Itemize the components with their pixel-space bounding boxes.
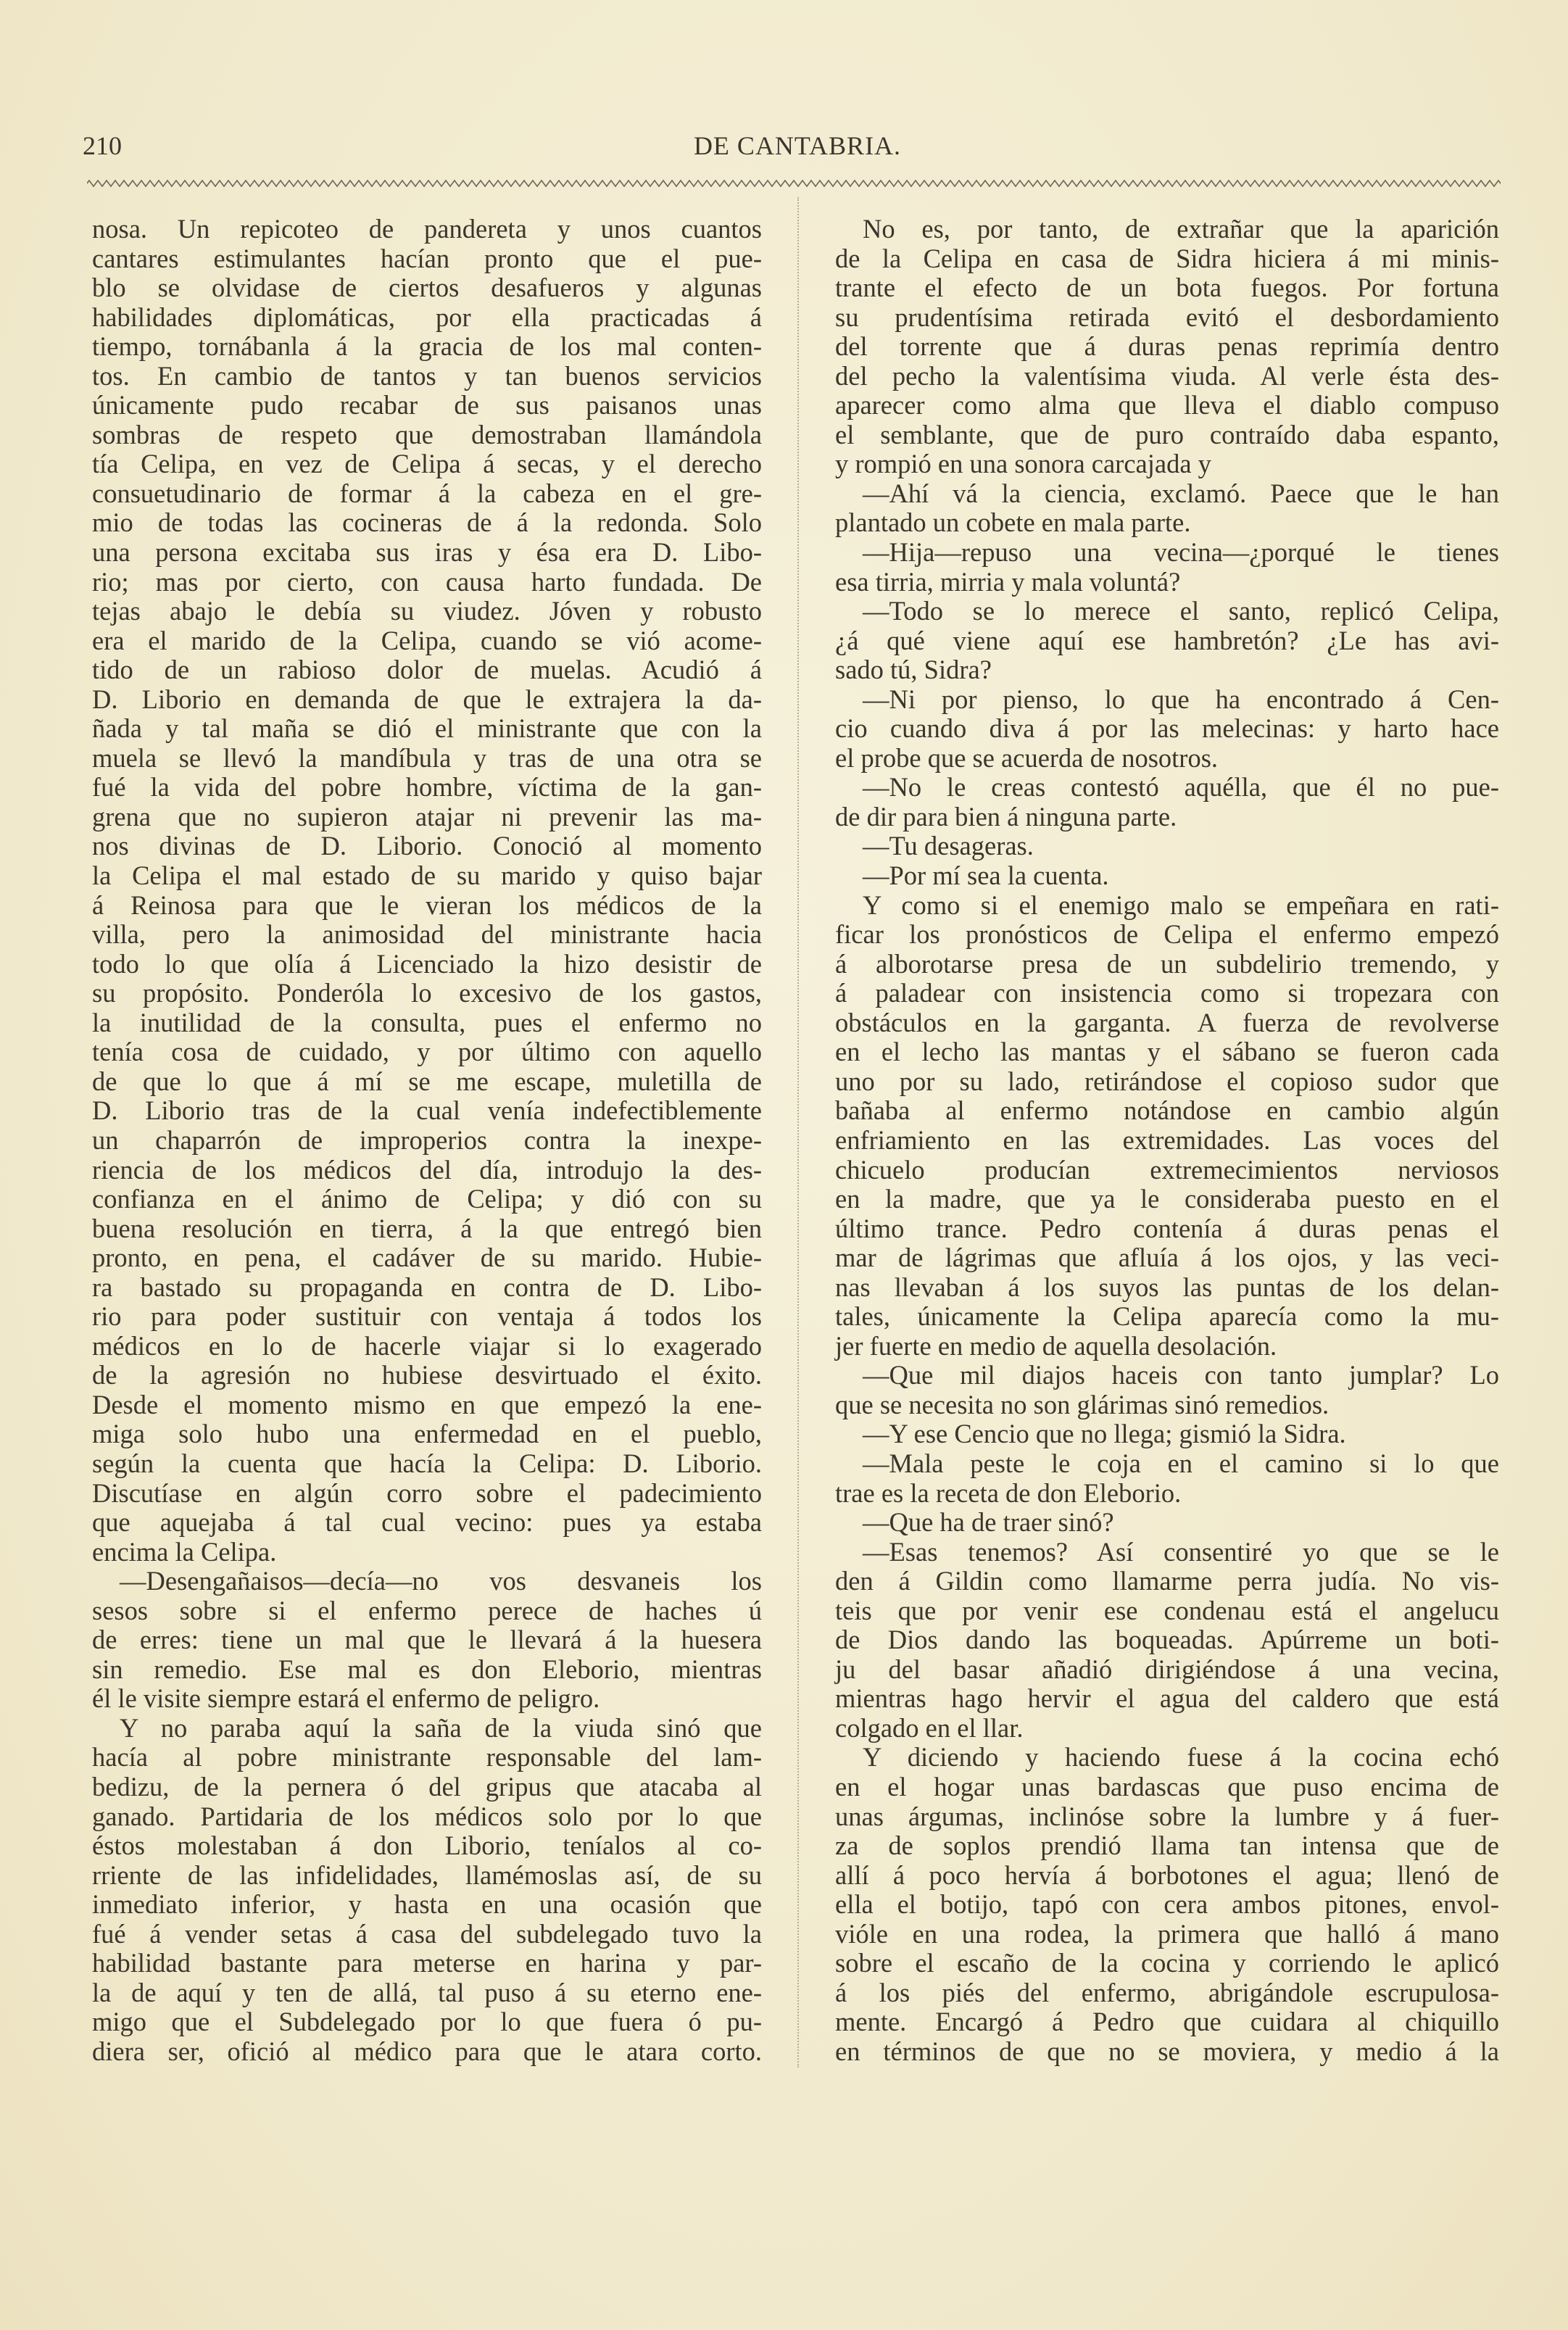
text-line: tenía cosa de cuidado, y por último con aquello (92, 1037, 762, 1067)
text-line: ju del basar añadió dirigiéndose á una vecina, (835, 1654, 1499, 1684)
text-line: sin remedio. Ese mal es don Eleborio, mientras (92, 1654, 762, 1684)
text-line: trante el efecto de un bota fuegos. Por fortuna (835, 273, 1499, 303)
text-line: de la agresión no hubiese desvirtuado el éxito. (92, 1360, 762, 1390)
text-line: último trance. Pedro contenía á duras penas el (835, 1213, 1499, 1243)
text-line: era el marido de la Celipa, cuando se vió acome- (92, 625, 762, 655)
text-line: en la madre, que ya le consideraba puesto en el (835, 1184, 1499, 1214)
text-line: tido de un rabioso dolor de muelas. Acudió á (92, 655, 762, 685)
text-line: el semblante, que de puro contraído daba espanto, (835, 419, 1499, 449)
text-line: mar de lágrimas que afluía á los ojos, y las veci- (835, 1243, 1499, 1273)
text-line: Discutíase en algún corro sobre el padecimiento (92, 1477, 762, 1508)
text-line: colgado en el llar. (835, 1712, 1024, 1743)
text-line: de la Celipa en casa de Sidra hiciera á mi minis- (835, 243, 1499, 273)
paragraph (835, 597, 1499, 685)
text-line: bedizu, de la pernera ó del gripus que atacaba al (92, 1771, 762, 1802)
text-line: Y como si el enemigo malo se empeñara en rati- (863, 890, 1499, 920)
text-line: consuetudinario de formar á la cabeza en el gre- (92, 478, 762, 508)
text-line: á paladear con insistencia como si tropezara con (835, 978, 1499, 1008)
text-line: —Mala peste le coja en el camino si lo que (863, 1448, 1499, 1478)
text-line: de erres: tiene un mal que le llevará á la huesera (92, 1625, 762, 1655)
paragraph (92, 1567, 762, 1714)
text-line: —Que ha de traer sinó? (863, 1507, 1114, 1538)
text-line: mientras hago hervir el agua del caldero que está (835, 1683, 1499, 1714)
text-line: del pecho la valentísima viuda. Al verle ésta des- (835, 360, 1499, 391)
text-line: su propósito. Ponderóla lo excesivo de los gastos, (92, 978, 762, 1008)
text-line: del torrente que á duras penas reprimía dentro (835, 331, 1499, 362)
text-line: ¿á qué viene aquí ese hambretón? ¿Le has avi- (835, 625, 1499, 655)
page-number: 210 (83, 131, 122, 160)
text-line: teis que por venir ese condenau está el angelucu (835, 1595, 1499, 1625)
text-line: migo que el Subdelegado por lo que fuera ó pu- (92, 2007, 762, 2037)
text-line: inmediato inferior, y hasta en una ocasión que (92, 1889, 762, 1920)
text-line: él le visite siempre estará el enfermo de peligro. (92, 1683, 600, 1714)
text-line: unas árgumas, inclinóse sobre la lumbre y á fuer- (835, 1801, 1499, 1831)
paragraph (835, 1743, 1499, 2066)
text-line: bañaba al enfermo notándose en cambio algún (835, 1095, 1499, 1126)
text-line: Y diciendo y haciendo fuese á la cocina echó (863, 1742, 1499, 1773)
text-line: plantado un cobete en mala parte. (835, 507, 1191, 538)
text-line: cio cuando diva á por las melecinas: y harto hace (835, 713, 1499, 744)
text-line: la Celipa el mal estado de su marido y quiso bajar (92, 861, 762, 891)
column-divider (797, 197, 799, 2068)
text-line: encima la Celipa. (92, 1536, 277, 1567)
text-line: Y no paraba aquí la saña de la viuda sinó que (120, 1712, 762, 1743)
text-line: —Tu desageras. (863, 831, 1034, 861)
text-line: ficar los pronósticos de Celipa el enfermo empezó (835, 919, 1499, 950)
text-line: habilidades diplomáticas, por ella practicadas á (92, 302, 762, 332)
text-line: pronto, en pena, el cadáver de su marido. Hubie- (92, 1243, 762, 1273)
text-line: vióle en una rodea, la primera que halló á mano (835, 1918, 1499, 1949)
text-line: de dir para bien á ninguna parte. (835, 801, 1177, 832)
text-line: sesos sobre si el enfermo perece de haches ú (92, 1595, 762, 1625)
text-line: ra bastado su propaganda en contra de D. Libo- (92, 1272, 762, 1302)
text-line: rio; mas por cierto, con causa harto fundada. De (92, 566, 762, 597)
text-line: ella el botijo, tapó con cera ambos pitones, envol- (835, 1889, 1499, 1920)
text-line: No es, por tanto, de extrañar que la aparición (863, 214, 1499, 244)
paragraph (835, 891, 1499, 1361)
text-line: nas llevaban á los suyos las puntas de los delan- (835, 1272, 1499, 1302)
text-line: tía Celipa, en vez de Celipa á secas, y el derecho (92, 449, 762, 479)
paragraph (835, 1361, 1499, 1419)
text-line: todo lo que olía á Licenciado la hizo desistir de (92, 948, 762, 979)
text-line: en el lecho las mantas y el sábano se fueron cada (835, 1037, 1499, 1067)
text-line: obstáculos en la garganta. A fuerza de revolverse (835, 1007, 1499, 1037)
text-line: de que lo que á mí se me escape, muletilla de (92, 1066, 762, 1096)
text-line: uno por su lado, retirándose el copioso sudor que (835, 1066, 1499, 1096)
text-line: habilidad bastante para meterse en harina y par- (92, 1948, 762, 1978)
text-line: chicuelo producían extremecimientos nerviosos (835, 1154, 1499, 1185)
text-line: fué á vender setas á casa del subdelegado tuvo la (92, 1918, 762, 1949)
text-line: que se necesita no son glárimas sinó remedios. (835, 1389, 1330, 1419)
text-line: —Que mil diajos haceis con tanto jumplar? Lo (863, 1360, 1499, 1390)
text-line: tiempo, tornábanla á la gracia de los mal conten- (92, 331, 762, 362)
text-line: esa tirria, mirria y mala voluntá? (835, 566, 1181, 597)
text-line: miga solo hubo una enfermedad en el pueblo, (92, 1419, 762, 1449)
text-line: nosa. Un repicoteo de pandereta y unos cuantos (92, 214, 762, 244)
text-line: allí á poco hervía á borbotones el agua; llenó de (835, 1860, 1499, 1890)
text-line: cantares estimulantes hacían pronto que el pue- (92, 243, 762, 273)
text-line: la inutilidad de la consulta, pues el enfermo no (92, 1007, 762, 1037)
text-line: muela se llevó la mandíbula y tras de una otra se (92, 742, 762, 773)
paragraph (835, 1419, 1499, 1449)
text-line: —Desengañaisos—decía—no vos desvaneis los (120, 1566, 762, 1596)
paragraph (835, 1508, 1499, 1538)
text-line: confianza en el ánimo de Celipa; y dió con su (92, 1184, 762, 1214)
text-line: tejas abajo le debía su viudez. Jóven y robusto (92, 596, 762, 626)
text-line: blo se olvidase de ciertos desafueros y algunas (92, 273, 762, 303)
text-line: sombras de respeto que demostraban llamándola (92, 419, 762, 449)
paragraph (835, 773, 1499, 832)
text-line: jer fuerte en medio de aquella desolación. (835, 1330, 1277, 1361)
text-line: grena que no supieron atajar ni prevenir las ma- (92, 801, 762, 832)
text-line: rio para poder sustituir con ventaja á todos los (92, 1301, 762, 1332)
text-line: de Dios dando las boqueadas. Apúrreme un boti- (835, 1625, 1499, 1655)
text-column-left (92, 215, 762, 2066)
text-line: trae es la receta de don Eleborio. (835, 1477, 1182, 1508)
text-line: únicamente pudo recabar de sus paisanos unas (92, 390, 762, 420)
text-line: —Y ese Cencio que no llega; gismió la Sidra. (863, 1419, 1346, 1449)
text-line: D. Liborio en demanda de que le extrajera la da- (92, 684, 762, 714)
text-line: —Hija—repuso una vecina—¿porqué le tienes (863, 537, 1499, 568)
text-line: den á Gildin como llamarme perra judía. No vis- (835, 1566, 1499, 1596)
text-line: y rompió en una sonora carcajada y (835, 449, 1211, 479)
text-line: enfriamiento en las extremidades. Las voces del (835, 1124, 1499, 1155)
text-line: éstos molestaban á don Liborio, teníalos al co- (92, 1831, 762, 1861)
text-line: diera ser, ofició al médico para que le atara corto. (92, 2036, 762, 2066)
paragraph (835, 538, 1499, 597)
running-title: DE CANTABRIA. (693, 131, 902, 160)
text-line: en el hogar unas bardascas que puso encima de (835, 1771, 1499, 1802)
text-line: —Por mí sea la cuenta. (863, 861, 1109, 891)
text-line: la de aquí y ten de allá, tal puso á su eterno ene- (92, 1977, 762, 2007)
text-line: —Ahí vá la ciencia, exclamó. Paece que le han (863, 478, 1499, 508)
text-line: riencia de los médicos del día, introdujo la des- (92, 1154, 762, 1185)
text-line: ñada y tal maña se dió el ministrante que con la (92, 713, 762, 744)
text-line: á Reinosa para que le vieran los médicos de la (92, 890, 762, 920)
wavy-header-rule (87, 178, 1501, 188)
text-column-right (835, 215, 1499, 2066)
text-line: ganado. Partidaria de los médicos solo por lo que (92, 1801, 762, 1831)
text-line: D. Liborio tras de la cual venía indefectiblemente (92, 1095, 762, 1126)
text-line: una persona excitaba sus iras y ésa era D. Libo- (92, 537, 762, 568)
text-line: tales, únicamente la Celipa aparecía como la mu- (835, 1301, 1499, 1332)
text-line: sobre el escaño de la cocina y corriendo le aplicó (835, 1948, 1499, 1978)
text-line: á los piés del enfermo, abrigándole escrupulosa- (835, 1977, 1499, 2007)
text-line: un chaparrón de improperios contra la inexpe- (92, 1124, 762, 1155)
paragraph (92, 1714, 762, 2067)
text-line: mente. Encargó á Pedro que cuidara al chiquillo (835, 2007, 1499, 2037)
paragraph (835, 1449, 1499, 1508)
text-line: sado tú, Sidra? (835, 655, 992, 685)
paragraph (835, 215, 1499, 479)
text-line: en términos de que no se moviera, y medio á la (835, 2036, 1499, 2066)
text-line: —Esas tenemos? Así consentiré yo que se le (863, 1536, 1499, 1567)
paragraph (835, 479, 1499, 538)
text-line: fué la vida del pobre hombre, víctima de la gan- (92, 772, 762, 803)
text-line: hacía al pobre ministrante responsable del lam- (92, 1742, 762, 1773)
paragraph (835, 1538, 1499, 1744)
text-line: villa, pero la animosidad del ministrante hacia (92, 919, 762, 950)
text-line: —No le creas contestó aquélla, que él no pue- (863, 772, 1499, 803)
text-line: que aquejaba á tal cual vecino: pues ya estaba (92, 1507, 762, 1538)
text-line: á alborotarse presa de un subdelirio tremendo, y (835, 948, 1499, 979)
text-line: —Todo se lo merece el santo, replicó Celipa, (863, 596, 1499, 626)
text-line: nos divinas de D. Liborio. Conoció al momento (92, 831, 762, 861)
paragraph (835, 861, 1499, 891)
text-line: za de soplos prendió llama tan intensa que de (835, 1831, 1499, 1861)
text-line: mio de todas las cocineras de á la redonda. Solo (92, 507, 762, 538)
text-line: tos. En cambio de tantos y tan buenos servicios (92, 360, 762, 391)
text-line: aparecer como alma que lleva el diablo compuso (835, 390, 1499, 420)
text-line: rriente de las infidelidades, llamémoslas así, de su (92, 1860, 762, 1890)
text-line: el probe que se acuerda de nosotros. (835, 742, 1219, 773)
text-line: —Ni por pienso, lo que ha encontrado á Cen- (863, 684, 1499, 714)
paragraph (835, 832, 1499, 861)
paragraph (835, 685, 1499, 774)
text-line: buena resolución en tierra, á la que entregó bien (92, 1213, 762, 1243)
paragraph (92, 215, 762, 1567)
text-line: su prudentísima retirada evitó el desbordamiento (835, 302, 1499, 332)
text-line: según la cuenta que hacía la Celipa: D. Liborio. (92, 1448, 762, 1478)
text-line: Desde el momento mismo en que empezó la ene- (92, 1389, 762, 1419)
text-line: médicos en lo de hacerle viajar si lo exagerado (92, 1330, 762, 1361)
